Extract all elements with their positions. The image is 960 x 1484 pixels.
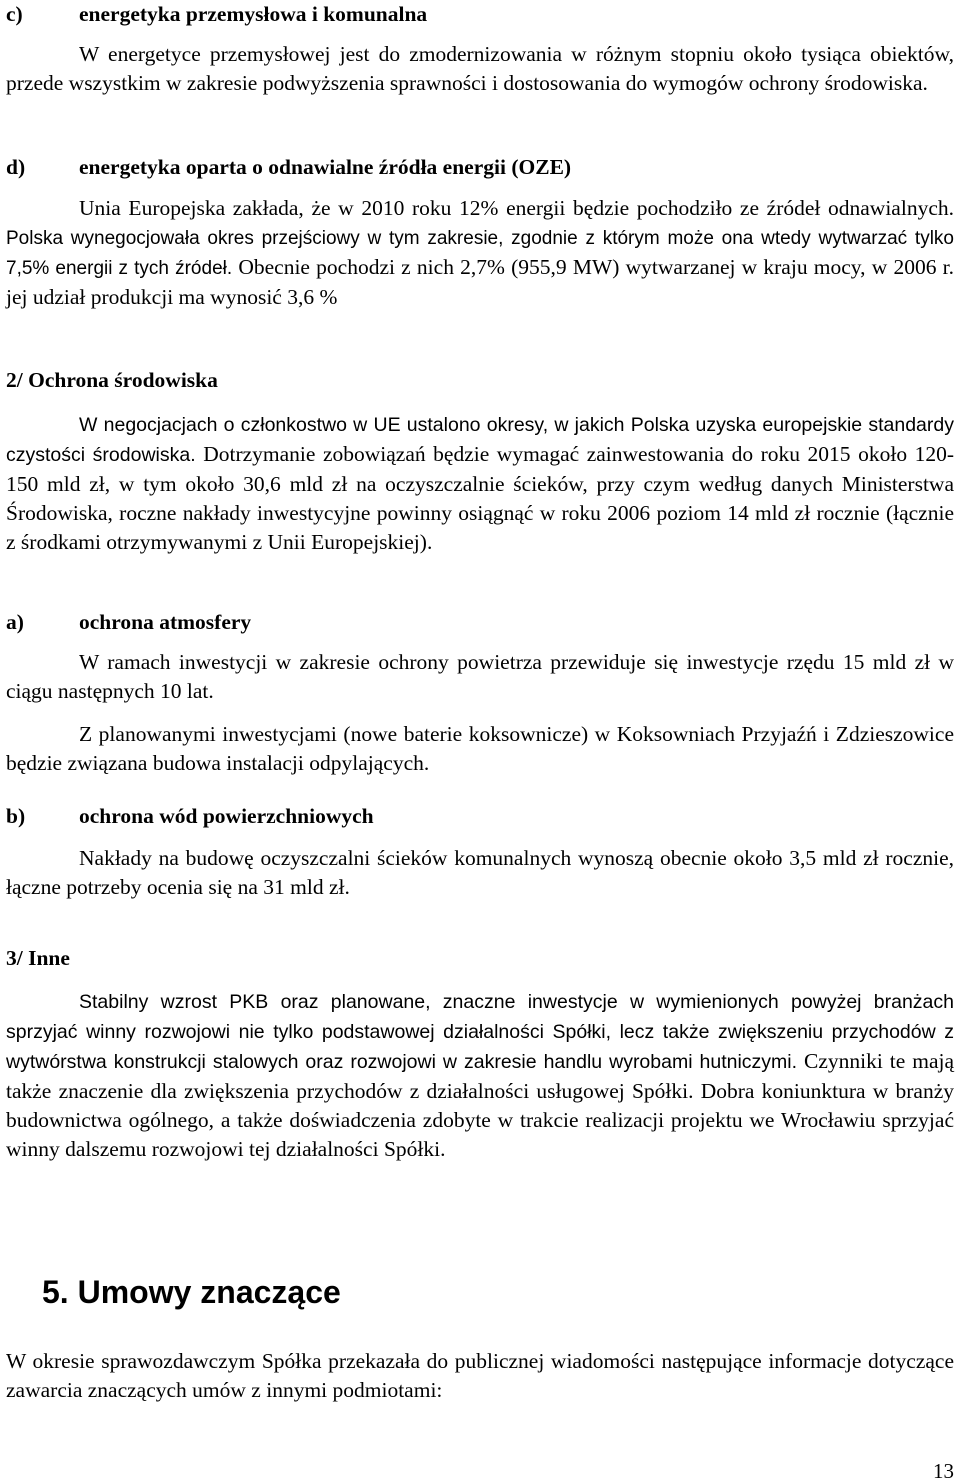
heading-d: [6, 153, 571, 182]
paragraph-d-part1: Unia Europejska zakłada, że w 2010 roku 12% energii będzie pochodziło ze źródeł odnawialnych.: [79, 196, 954, 220]
paragraph-d: [6, 194, 954, 312]
heading-c-title: energetyka przemysłowa i komunalna: [79, 2, 428, 26]
heading-a-label: a): [6, 610, 24, 634]
paragraph-a-2: Z planowanymi inwestycjami (nowe baterie koksownicze) w Koksowniach Przyjaźń i Zdzieszowice będzie związana budowa instalacji odpylających.: [6, 722, 954, 775]
paragraph-d-part2: Polska wynegocjowała okres przejściowy w tym zakresie, zgodnie z którym może ona wtedy wytwarzać tylko 7,5% energii z tych źródeł.: [6, 228, 954, 279]
heading-b-label: b): [6, 804, 26, 828]
heading-environment-title: 2/ Ochrona środowiska: [6, 368, 218, 392]
paragraph-other: [6, 987, 954, 1164]
paragraph-contracts: W okresie sprawozdawczym Spółka przekazała do publicznej wiadomości następujące informacje dotyczące zawarcia znaczących umów z innymi podmiotami:: [6, 1349, 954, 1402]
paragraph-environment-part1: W negocjacjach o członkostwo w UE ustalono okresy, w jakich Polska uzyska europejskie standardy czystości środowiska.: [6, 414, 954, 466]
heading-other: [6, 944, 70, 973]
paragraph-other-part1: Stabilny wzrost PKB oraz planowane, znaczne inwestycje w wymienionych powyżej branżach sprzyjać winny rozwojowi nie tylko podstawowej działalności Spółki, lecz także zwiększeniu przychodów z wytwórstwa konstrukcji stalowych oraz rozwojowi w zakresie handlu wyrobami hutniczymi.: [6, 991, 954, 1073]
paragraph-environment: [6, 410, 954, 557]
heading-b: [6, 802, 374, 831]
paragraph-b: Nakłady na budowę oczyszczalni ścieków komunalnych wynoszą obecnie około 3,5 mld zł rocznie, łączne potrzeby ocenia się na 31 mld zł.: [6, 846, 954, 899]
heading-c: [6, 0, 427, 29]
heading-other-title: 3/ Inne: [6, 946, 70, 970]
paragraph-c: W energetyce przemysłowej jest do zmodernizowania w różnym stopniu około tysiąca obiektów, przede wszystkim w zakresie podwyższenia sprawności i dostosowania do wymogów ochrony środowiska.: [6, 42, 954, 95]
heading-d-title: energetyka oparta o odnawialne źródła energii (OZE): [79, 155, 572, 179]
page-number: 13: [933, 1459, 954, 1483]
heading-d-label: d): [6, 155, 26, 179]
heading-b-title: ochrona wód powierzchniowych: [79, 804, 374, 828]
paragraph-d-part3: Obecnie pochodzi z nich 2,7% (955,9 MW) wytwarzanej w kraju mocy, w 2006 r. jej udział produkcji ma wynosić 3,6 %: [6, 255, 954, 309]
paragraph-other-part2: Czynniki te mają także znaczenie dla zwiększenia przychodów z działalności usługowej Spółki. Dobra koniunktura w branży budownictwa ogólnego, a także doświadczenia zdobyte w trakcie realizacji projektu we Wrocławiu sprzyjać winny dalszemu rozwojowi tej działalności Spółki.: [6, 1049, 954, 1161]
heading-a-title: ochrona atmosfery: [79, 610, 252, 634]
heading-environment: [6, 366, 218, 395]
heading-a: [6, 608, 251, 637]
heading-c-label: c): [6, 2, 23, 26]
paragraph-a-1: W ramach inwestycji w zakresie ochrony powietrza przewiduje się inwestycje rzędu 15 mld zł w ciągu następnych 10 lat.: [6, 650, 954, 703]
paragraph-environment-part2: Dotrzymanie zobowiązań będzie wymagać zainwestowania do roku 2015 około 120-150 mld zł, w tym około 30,6 mld zł na oczyszczalnie ścieków, przy czym według danych Ministerstwa Środowiska, roczne nakłady inwestycyjne powinny osiągnąć w roku 2006 poziom 14 mld zł rocznie (łącznie z środkami otrzymywanymi z Unii Europejskiej).: [6, 442, 955, 554]
section-title-contracts: 5. Umowy znaczące: [42, 1274, 341, 1310]
